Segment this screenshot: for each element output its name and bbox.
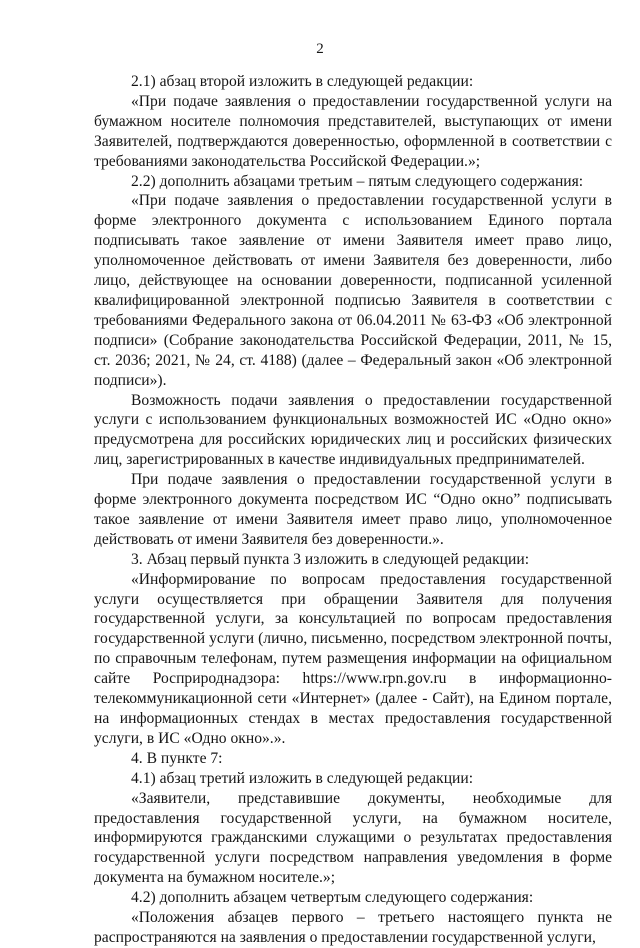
page-number: 2 <box>316 41 324 57</box>
paragraph-3-heading: 3. Абзац первый пункта 3 изложить в следующей редакции: <box>131 550 530 568</box>
paragraph-2-1-text: «При подаче заявления о предоставлении государственной услуги на бумажном носителе полномочия представителей, выступающих от имени Заявителей, подтверждаются доверенностью, оформленной в соответствии с требованиями законодательства Российской Федерации.»; <box>94 92 612 170</box>
paragraph-one-window-possibility: Возможность подачи заявления о предоставлении государственной услуги с использованием функциональных возможностей ИС «Одно окно» предусмотрена для российских юридических лиц и российских физических лиц, зарегистрированных в качестве индивидуальных предпринимателей. <box>94 391 612 469</box>
paragraph-4-1-text: «Заявители, представившие документы, необходимые для предоставления государственной услуги, на бумажном носителе, информируются гражданскими служащими о результатах предоставления государственной услуги посредством направления уведомления в форме документа на бумажном носителе.»; <box>94 789 612 887</box>
paragraph-2-1-heading: 2.1) абзац второй изложить в следующей редакции: <box>131 73 474 90</box>
paragraph-4-heading: 4. В пункте 7: <box>131 749 223 767</box>
paragraph-4-1-heading: 4.1) абзац третий изложить в следующей редакции: <box>131 769 474 787</box>
paragraph-one-window-signing: При подаче заявления о предоставлении государственной услуги в форме электронного документа посредством ИС “Одно окно” подписывать такое заявление от имени Заявителя имеет право лицо, уполномоченное действовать от имени Заявителя без доверенности.». <box>94 471 612 548</box>
paragraph-2-2-heading: 2.2) дополнить абзацами третьим – пятым следующего содержания: <box>131 172 584 190</box>
paragraph-4-2-text: «Положения абзацев первого – третьего настоящего пункта не распространяются на заявления о предоставлении государственной услуги, <box>94 909 612 946</box>
paragraph-informing: «Информирование по вопросам предоставления государственной услуги осуществляется при обращении Заявителя для получения государственной услуги, за консультацией по вопросам предоставления государственной услуги (лично, письменно, посредством электронной почты, по справочным телефонам, путем размещения информации на официальном сайте Росприроднадзора: https://www.rpn.gov.ru в информационно-телекоммуникационной сети «Интернет» (далее - Сайт), на Едином портале, на информационных стендах в местах предоставления государственной услуги, в ИС «Одно окно».». <box>94 570 612 747</box>
document-body <box>94 72 612 948</box>
paragraph-electronic-submission: «При подаче заявления о предоставлении государственной услуги в форме электронного документа с использованием Единого портала подписывать такое заявление от имени Заявителя имеет право лицо, уполномоченное действовать от имени Заявителя без доверенности, либо лицо, действующее на основании доверенности, подписанной усиленной квалифицированной электронной подписью Заявителя в соответствии с требованиями Федерального закона от 06.04.2011 № 63-ФЗ «Об электронной подписи» (Собрание законодательства Российской Федерации, 2011, № 15, ст. 2036; 2021, № 24, ст. 4188) (далее – Федеральный закон «Об электронной подписи»). <box>94 192 612 389</box>
paragraph-4-2-heading: 4.2) дополнить абзацем четвертым следующего содержания: <box>131 889 534 907</box>
